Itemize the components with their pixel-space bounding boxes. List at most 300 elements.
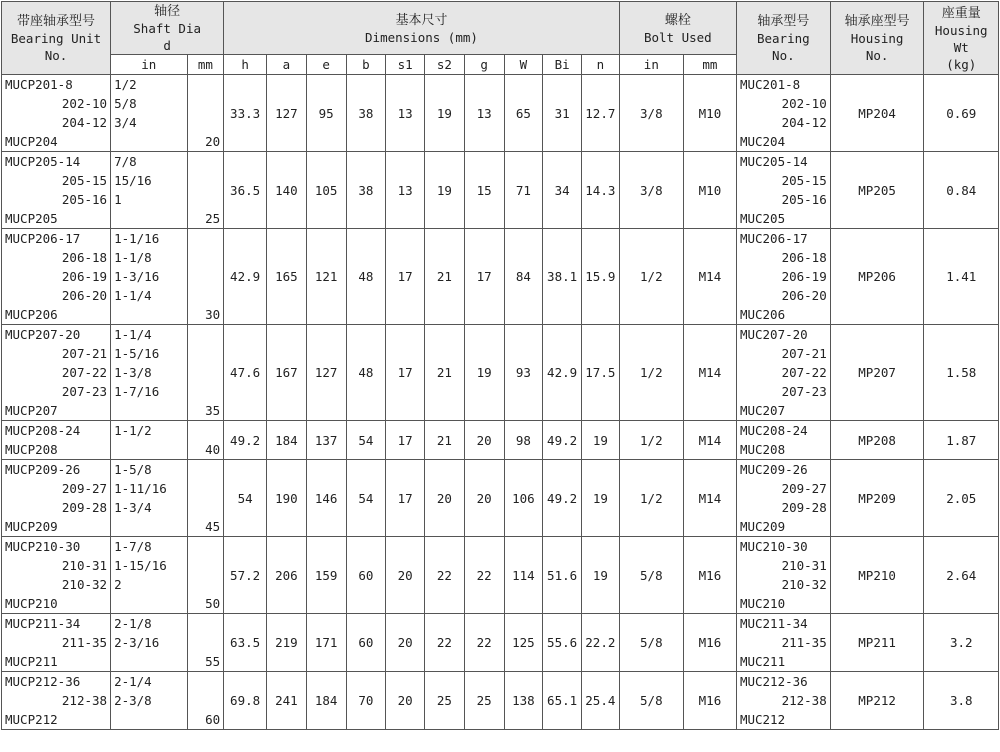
- cell-bolt-mm: M14: [683, 460, 736, 537]
- cell-dim-n: 14.3: [581, 152, 619, 229]
- cell-bolt-in: 5/8: [619, 614, 683, 672]
- bearing-no-line: 205-16: [781, 192, 827, 207]
- header-bearing-no: [736, 2, 830, 75]
- unit-no-line: MUCP207: [5, 403, 58, 418]
- unit-no-line: 204-12: [61, 115, 108, 130]
- bearing-no-line: MUC206: [739, 307, 786, 322]
- header-wt-zh: 座重量: [941, 5, 981, 21]
- cell-dim-s1: 20: [386, 614, 425, 672]
- bearing-no-line: MUC209: [739, 519, 786, 534]
- cell-shaft-mm: 55: [187, 614, 224, 672]
- unit-no-line: 209-27: [61, 481, 108, 496]
- cell-bolt-mm: M10: [683, 152, 736, 229]
- cell-shaft-mm: 40: [187, 421, 224, 460]
- cell-dim-h: 47.6: [224, 325, 267, 421]
- shaft-in-line: 3/4: [114, 115, 137, 130]
- cell-dim-b: 48: [346, 325, 386, 421]
- unit-no-line: MUCP210: [5, 596, 58, 611]
- cell-dim-bi: 31: [543, 75, 582, 152]
- cell-dim-e: 137: [306, 421, 346, 460]
- cell-bolt-in: 3/8: [619, 152, 683, 229]
- cell-shaft-in: [111, 152, 187, 229]
- cell-dim-e: 95: [306, 75, 346, 152]
- shaft-in-line: 1-1/2: [114, 423, 152, 438]
- bearing-no-line: 210-31: [781, 558, 827, 573]
- bearing-no-line: 205-15: [781, 173, 827, 188]
- cell-unit-no: [2, 460, 111, 537]
- cell-dim-b: 48: [346, 229, 386, 325]
- shaft-in-line: 1-7/8: [114, 539, 152, 554]
- cell-dim-s1: 17: [386, 460, 425, 537]
- cell-dim-w: 71: [504, 152, 543, 229]
- cell-dim-g: 25: [464, 672, 504, 730]
- shaft-in-line: 7/8: [114, 154, 137, 169]
- cell-housing-wt: 3.2: [924, 614, 999, 672]
- header-dimensions: [224, 2, 620, 55]
- cell-shaft-mm: 35: [187, 325, 224, 421]
- header-bolt-in: in: [619, 55, 683, 75]
- cell-bolt-in: 1/2: [619, 460, 683, 537]
- cell-housing-wt: 1.87: [924, 421, 999, 460]
- bearing-no-line: 202-10: [781, 96, 827, 111]
- shaft-in-line: 1-1/8: [114, 250, 152, 265]
- cell-dim-h: 69.8: [224, 672, 267, 730]
- cell-dim-a: 127: [267, 75, 307, 152]
- cell-bolt-in: 1/2: [619, 421, 683, 460]
- bearing-no-line: MUC207: [739, 403, 786, 418]
- bearing-no-line: MUC206-17: [739, 231, 808, 246]
- cell-shaft-in: [111, 614, 187, 672]
- header-shaft-en: Shaft Dia: [133, 21, 201, 36]
- unit-no-line: MUCP206-17: [5, 231, 81, 246]
- header-bearing-zh: 轴承型号: [757, 14, 810, 29]
- header-bearing-unit-zh: 带座轴承型号: [17, 14, 96, 29]
- unit-no-line: 207-21: [61, 346, 108, 361]
- cell-dim-bi: 51.6: [543, 537, 582, 614]
- cell-housing-no: MP205: [830, 152, 924, 229]
- cell-dim-w: 65: [504, 75, 543, 152]
- cell-shaft-in: [111, 325, 187, 421]
- cell-dim-h: 63.5: [224, 614, 267, 672]
- cell-bearing-no: [736, 152, 830, 229]
- cell-dim-n: 19: [581, 460, 619, 537]
- bearing-no-line: MUC211-34: [739, 616, 808, 631]
- shaft-in-line: 1-1/16: [114, 231, 160, 246]
- unit-no-line: 207-23: [61, 384, 108, 399]
- shaft-in-line: 1-5/8: [114, 462, 152, 477]
- cell-dim-g: 17: [464, 229, 504, 325]
- cell-housing-no: MP211: [830, 614, 924, 672]
- cell-dim-s1: 17: [386, 325, 425, 421]
- cell-shaft-in: [111, 672, 187, 730]
- header-wt-housing: Housing: [934, 22, 988, 38]
- shaft-in-line: 5/8: [114, 96, 137, 111]
- bearing-no-line: 204-12: [781, 115, 827, 130]
- cell-housing-wt: 0.84: [924, 152, 999, 229]
- cell-dim-s2: 21: [425, 421, 465, 460]
- unit-no-line: 210-31: [61, 558, 108, 573]
- shaft-in-line: 1-7/16: [114, 384, 160, 399]
- cell-dim-s1: 13: [386, 152, 425, 229]
- shaft-in-line: 1-11/16: [114, 481, 167, 496]
- cell-unit-no: [2, 672, 111, 730]
- bearing-no-line: 207-21: [781, 346, 827, 361]
- bearing-no-line: 210-32: [781, 577, 827, 592]
- cell-unit-no: [2, 614, 111, 672]
- shaft-in-line: 1-1/4: [114, 288, 152, 303]
- cell-dim-h: 36.5: [224, 152, 267, 229]
- header-dimensions-zh: 基本尺寸: [395, 12, 448, 28]
- cell-dim-s2: 20: [425, 460, 465, 537]
- cell-dim-a: 206: [267, 537, 307, 614]
- header-row-main: [2, 2, 999, 55]
- cell-dim-bi: 38.1: [543, 229, 582, 325]
- unit-no-line: 210-32: [61, 577, 108, 592]
- unit-no-line: 205-15: [61, 173, 108, 188]
- bearing-no-line: 207-22: [781, 365, 827, 380]
- shaft-in-line: 1: [114, 192, 122, 207]
- unit-no-line: MUCP206: [5, 307, 58, 322]
- cell-dim-a: 165: [267, 229, 307, 325]
- cell-dim-s2: 21: [425, 325, 465, 421]
- header-bearing-unit-no: No.: [44, 48, 68, 63]
- cell-dim-bi: 65.1: [543, 672, 582, 730]
- cell-dim-a: 219: [267, 614, 307, 672]
- cell-shaft-mm: 45: [187, 460, 224, 537]
- cell-dim-e: 171: [306, 614, 346, 672]
- cell-dim-n: 17.5: [581, 325, 619, 421]
- cell-shaft-mm: 25: [187, 152, 224, 229]
- cell-dim-n: 19: [581, 421, 619, 460]
- unit-no-line: MUCP208-24: [5, 423, 81, 438]
- cell-unit-no: [2, 537, 111, 614]
- cell-dim-e: 121: [306, 229, 346, 325]
- shaft-in-line: 1-5/16: [114, 346, 160, 361]
- header-wt-en: Wt: [953, 39, 969, 55]
- cell-dim-b: 60: [346, 614, 386, 672]
- cell-dim-g: 13: [464, 75, 504, 152]
- cell-dim-a: 184: [267, 421, 307, 460]
- cell-dim-w: 138: [504, 672, 543, 730]
- cell-dim-s2: 22: [425, 537, 465, 614]
- cell-dim-h: 33.3: [224, 75, 267, 152]
- cell-housing-wt: 1.58: [924, 325, 999, 421]
- cell-housing-wt: 2.05: [924, 460, 999, 537]
- header-dim-n: n: [581, 55, 619, 75]
- cell-shaft-mm: 50: [187, 537, 224, 614]
- bearing-no-line: MUC205-14: [739, 154, 808, 169]
- bearing-no-line: MUC205: [739, 211, 786, 226]
- cell-shaft-mm: 20: [187, 75, 224, 152]
- cell-housing-wt: 1.41: [924, 229, 999, 325]
- cell-dim-bi: 49.2: [543, 460, 582, 537]
- cell-bearing-no: [736, 421, 830, 460]
- header-housing-wt: [924, 2, 999, 75]
- shaft-in-line: 1/2: [114, 77, 137, 92]
- cell-dim-n: 15.9: [581, 229, 619, 325]
- cell-dim-n: 19: [581, 537, 619, 614]
- cell-dim-e: 127: [306, 325, 346, 421]
- cell-dim-h: 54: [224, 460, 267, 537]
- cell-dim-w: 84: [504, 229, 543, 325]
- unit-no-line: MUCP209-26: [5, 462, 81, 477]
- header-dim-g: g: [464, 55, 504, 75]
- header-dim-a: a: [267, 55, 307, 75]
- header-shaft-d: d: [163, 38, 171, 53]
- unit-no-line: 206-18: [61, 250, 108, 265]
- cell-bolt-in: 1/2: [619, 229, 683, 325]
- bearing-no-line: MUC204: [739, 134, 786, 149]
- table-row: [2, 75, 999, 152]
- cell-dim-g: 22: [464, 537, 504, 614]
- table-row: [2, 537, 999, 614]
- unit-no-line: 206-20: [61, 288, 108, 303]
- table-row: [2, 229, 999, 325]
- header-dim-bi: Bi: [543, 55, 582, 75]
- cell-dim-n: 22.2: [581, 614, 619, 672]
- header-shaft-in: in: [111, 55, 187, 75]
- bearing-no-line: MUC208-24: [739, 423, 808, 438]
- cell-dim-s1: 20: [386, 537, 425, 614]
- unit-no-line: 211-35: [61, 635, 108, 650]
- cell-dim-w: 114: [504, 537, 543, 614]
- unit-no-line: 209-28: [61, 500, 108, 515]
- bearing-no-line: MUC211: [739, 654, 786, 669]
- cell-bolt-mm: M16: [683, 537, 736, 614]
- cell-dim-b: 60: [346, 537, 386, 614]
- header-shaft-mm: mm: [187, 55, 224, 75]
- cell-dim-h: 49.2: [224, 421, 267, 460]
- unit-no-line: MUCP201-8: [5, 77, 73, 92]
- cell-housing-wt: 0.69: [924, 75, 999, 152]
- cell-dim-n: 25.4: [581, 672, 619, 730]
- shaft-in-line: 2-1/4: [114, 674, 152, 689]
- header-bolt: [619, 2, 736, 55]
- unit-no-line: MUCP207-20: [5, 327, 81, 342]
- cell-dim-s2: 25: [425, 672, 465, 730]
- header-wt-kg: (kg): [946, 56, 977, 72]
- cell-dim-s1: 17: [386, 421, 425, 460]
- table-row: [2, 460, 999, 537]
- unit-no-line: 212-38: [61, 693, 108, 708]
- cell-dim-e: 105: [306, 152, 346, 229]
- cell-housing-no: MP208: [830, 421, 924, 460]
- header-bearing-no-label: No.: [772, 48, 795, 63]
- header-shaft-zh: 轴径: [154, 4, 181, 19]
- shaft-in-line: 2-3/8: [114, 693, 152, 708]
- bearing-spec-table: [1, 1, 999, 730]
- header-bolt-mm: mm: [683, 55, 736, 75]
- cell-dim-s2: 19: [425, 75, 465, 152]
- shaft-in-line: 2: [114, 577, 122, 592]
- cell-dim-e: 159: [306, 537, 346, 614]
- cell-dim-h: 57.2: [224, 537, 267, 614]
- cell-housing-no: MP212: [830, 672, 924, 730]
- shaft-in-line: 1-3/8: [114, 365, 152, 380]
- header-dim-h: h: [224, 55, 267, 75]
- cell-dim-bi: 42.9: [543, 325, 582, 421]
- cell-shaft-in: [111, 421, 187, 460]
- cell-bearing-no: [736, 229, 830, 325]
- cell-housing-no: MP204: [830, 75, 924, 152]
- bearing-no-line: MUC201-8: [739, 77, 801, 92]
- cell-dim-g: 20: [464, 460, 504, 537]
- unit-no-line: MUCP212: [5, 712, 58, 727]
- bearing-no-line: MUC212-36: [739, 674, 808, 689]
- header-dim-b: b: [346, 55, 386, 75]
- cell-bolt-in: 1/2: [619, 325, 683, 421]
- cell-dim-a: 140: [267, 152, 307, 229]
- cell-bolt-mm: M16: [683, 614, 736, 672]
- shaft-in-line: 2-3/16: [114, 635, 160, 650]
- cell-housing-no: MP207: [830, 325, 924, 421]
- unit-no-line: MUCP212-36: [5, 674, 81, 689]
- cell-dim-g: 22: [464, 614, 504, 672]
- cell-bolt-mm: M14: [683, 325, 736, 421]
- bearing-no-line: 211-35: [781, 635, 827, 650]
- cell-dim-g: 20: [464, 421, 504, 460]
- unit-no-line: MUCP205-14: [5, 154, 81, 169]
- cell-bolt-in: 5/8: [619, 537, 683, 614]
- header-bolt-zh: 螺栓: [664, 12, 691, 28]
- cell-housing-wt: 2.64: [924, 537, 999, 614]
- bearing-no-line: 206-19: [781, 269, 827, 284]
- cell-bearing-no: [736, 672, 830, 730]
- table-row: [2, 614, 999, 672]
- cell-shaft-in: [111, 460, 187, 537]
- unit-no-line: 205-16: [61, 192, 108, 207]
- cell-bolt-in: 3/8: [619, 75, 683, 152]
- bearing-no-line: MUC209-26: [739, 462, 808, 477]
- cell-dim-b: 38: [346, 152, 386, 229]
- unit-no-line: MUCP210-30: [5, 539, 81, 554]
- header-dim-e: e: [306, 55, 346, 75]
- shaft-in-line: 2-1/8: [114, 616, 152, 631]
- shaft-in-line: 1-3/4: [114, 500, 152, 515]
- cell-dim-a: 190: [267, 460, 307, 537]
- cell-dim-n: 12.7: [581, 75, 619, 152]
- cell-bolt-mm: M14: [683, 229, 736, 325]
- cell-dim-w: 98: [504, 421, 543, 460]
- shaft-in-line: 1-3/16: [114, 269, 160, 284]
- bearing-no-line: MUC207-20: [739, 327, 808, 342]
- table-body: [2, 75, 999, 730]
- cell-shaft-in: [111, 229, 187, 325]
- cell-bearing-no: [736, 614, 830, 672]
- header-dim-w: W: [504, 55, 543, 75]
- cell-bolt-mm: M10: [683, 75, 736, 152]
- shaft-in-line: 15/16: [114, 173, 152, 188]
- cell-housing-wt: 3.8: [924, 672, 999, 730]
- cell-housing-no: MP206: [830, 229, 924, 325]
- cell-dim-b: 70: [346, 672, 386, 730]
- header-housing-en: Housing: [850, 31, 904, 46]
- cell-dim-s1: 13: [386, 75, 425, 152]
- unit-no-line: MUCP205: [5, 211, 58, 226]
- cell-dim-s2: 21: [425, 229, 465, 325]
- cell-shaft-mm: 30: [187, 229, 224, 325]
- cell-dim-bi: 34: [543, 152, 582, 229]
- header-bearing-unit-en: Bearing Unit: [10, 31, 102, 46]
- cell-dim-b: 38: [346, 75, 386, 152]
- cell-shaft-in: [111, 537, 187, 614]
- cell-dim-a: 241: [267, 672, 307, 730]
- unit-no-line: 206-19: [61, 269, 108, 284]
- unit-no-line: MUCP204: [5, 134, 58, 149]
- cell-dim-s1: 17: [386, 229, 425, 325]
- cell-dim-s1: 20: [386, 672, 425, 730]
- bearing-no-line: 209-28: [781, 500, 827, 515]
- header-dim-s1: s1: [386, 55, 425, 75]
- cell-unit-no: [2, 229, 111, 325]
- header-bearing-unit: [2, 2, 111, 75]
- cell-dim-b: 54: [346, 460, 386, 537]
- cell-bolt-in: 5/8: [619, 672, 683, 730]
- unit-no-line: MUCP208: [5, 442, 58, 457]
- bearing-no-line: MUC208: [739, 442, 786, 457]
- cell-bolt-mm: M14: [683, 421, 736, 460]
- cell-dim-w: 93: [504, 325, 543, 421]
- header-bearing-en: Bearing: [756, 31, 810, 46]
- bearing-no-line: MUC210: [739, 596, 786, 611]
- shaft-in-line: 1-1/4: [114, 327, 152, 342]
- cell-unit-no: [2, 75, 111, 152]
- cell-bolt-mm: M16: [683, 672, 736, 730]
- unit-no-line: 202-10: [61, 96, 108, 111]
- header-shaft-dia: [111, 2, 224, 55]
- unit-no-line: MUCP211: [5, 654, 58, 669]
- cell-dim-s2: 22: [425, 614, 465, 672]
- bearing-no-line: MUC212: [739, 712, 786, 727]
- cell-dim-b: 54: [346, 421, 386, 460]
- header-housing-zh: 轴承座型号: [844, 14, 910, 29]
- cell-housing-no: MP210: [830, 537, 924, 614]
- header-dim-s2: s2: [425, 55, 465, 75]
- shaft-in-line: 1-15/16: [114, 558, 167, 573]
- cell-dim-e: 146: [306, 460, 346, 537]
- cell-dim-g: 19: [464, 325, 504, 421]
- cell-dim-a: 167: [267, 325, 307, 421]
- cell-bearing-no: [736, 75, 830, 152]
- cell-shaft-mm: 60: [187, 672, 224, 730]
- table-row: [2, 421, 999, 460]
- cell-housing-no: MP209: [830, 460, 924, 537]
- unit-no-line: 207-22: [61, 365, 108, 380]
- cell-dim-s2: 19: [425, 152, 465, 229]
- unit-no-line: MUCP209: [5, 519, 58, 534]
- header-dimensions-en: Dimensions (mm): [365, 29, 478, 45]
- table-row: [2, 325, 999, 421]
- bearing-no-line: 206-20: [781, 288, 827, 303]
- cell-dim-w: 106: [504, 460, 543, 537]
- table-row: [2, 672, 999, 730]
- bearing-no-line: 209-27: [781, 481, 827, 496]
- header-housing-no: [830, 2, 924, 75]
- cell-bearing-no: [736, 537, 830, 614]
- bearing-no-line: 206-18: [781, 250, 827, 265]
- cell-unit-no: [2, 152, 111, 229]
- cell-shaft-in: [111, 75, 187, 152]
- cell-bearing-no: [736, 460, 830, 537]
- cell-bearing-no: [736, 325, 830, 421]
- unit-no-line: MUCP211-34: [5, 616, 81, 631]
- header-housing-no-label: No.: [865, 48, 889, 63]
- header-bolt-en: Bolt Used: [643, 29, 712, 45]
- cell-dim-e: 184: [306, 672, 346, 730]
- cell-dim-w: 125: [504, 614, 543, 672]
- cell-dim-bi: 55.6: [543, 614, 582, 672]
- cell-dim-h: 42.9: [224, 229, 267, 325]
